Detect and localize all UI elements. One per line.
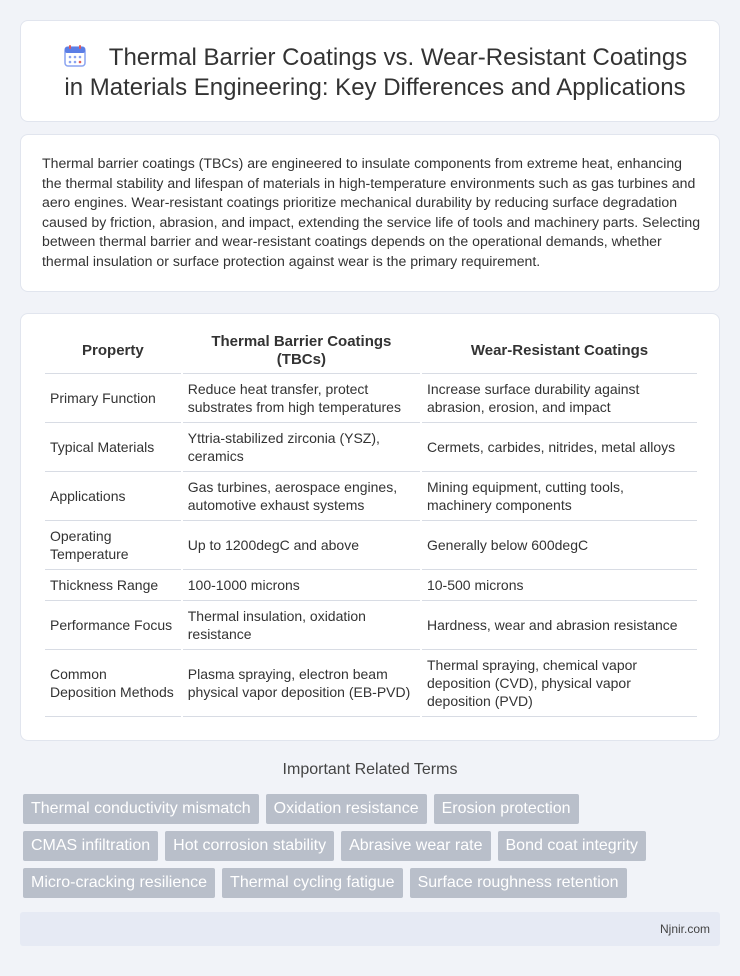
comparison-table-card (20, 313, 720, 741)
table-row (45, 521, 697, 570)
header-tbc: Thermal Barrier Coatings (TBCs) (183, 328, 420, 374)
footer (20, 912, 720, 946)
table-row (45, 472, 697, 521)
comparison-table (43, 328, 699, 717)
row-property: Thickness Range (45, 570, 181, 601)
tag-row (23, 868, 703, 898)
row-property: Operating Temperature (45, 521, 181, 570)
row-wear-value: Generally below 600degC (422, 521, 697, 570)
row-tbc-value: Up to 1200degC and above (183, 521, 420, 570)
tag[interactable]: Surface roughness retention (410, 868, 627, 898)
row-property: Applications (45, 472, 181, 521)
row-tbc-value: Yttria-stabilized zirconia (YSZ), ceramics (183, 423, 420, 472)
tag[interactable]: Hot corrosion stability (165, 831, 334, 861)
row-wear-value: 10-500 microns (422, 570, 697, 601)
table-row (45, 570, 697, 601)
row-tbc-value: Gas turbines, aerospace engines, automotive exhaust systems (183, 472, 420, 521)
tag[interactable]: Thermal conductivity mismatch (23, 794, 259, 824)
table-row (45, 601, 697, 650)
calendar-icon (63, 44, 87, 68)
tag[interactable]: CMAS infiltration (23, 831, 158, 861)
header-wear-resistant: Wear-Resistant Coatings (422, 328, 697, 374)
tag[interactable]: Micro-cracking resilience (23, 868, 215, 898)
tag[interactable]: Bond coat integrity (498, 831, 647, 861)
table-row (45, 650, 697, 717)
row-property: Performance Focus (45, 601, 181, 650)
table-row (45, 423, 697, 472)
row-tbc-value: 100-1000 microns (183, 570, 420, 601)
table-header-row (45, 328, 697, 374)
row-tbc-value: Reduce heat transfer, protect substrates from high temperatures (183, 374, 420, 423)
intro-paragraph: Thermal barrier coatings (TBCs) are engineered to insulate components from extreme heat, enhancing the thermal stability and lifespan of materials in high-temperature environments such as gas turbines and aero engines. Wear-resistant coatings prioritize mechanical durability by reducing surface degradation caused by friction, abrasion, and impact, extending the service life of tools and machinery parts. Selecting between thermal barrier and wear-resistant coatings depends on the operational demands, whether thermal insulation or surface protection against wear is the primary requirement. (42, 155, 701, 269)
tag[interactable]: Abrasive wear rate (341, 831, 490, 861)
row-wear-value: Cermets, carbides, nitrides, metal alloys (422, 423, 697, 472)
row-property: Primary Function (45, 374, 181, 423)
row-wear-value: Thermal spraying, chemical vapor deposition (CVD), physical vapor deposition (PVD) (422, 650, 697, 717)
row-tbc-value: Plasma spraying, electron beam physical vapor deposition (EB-PVD) (183, 650, 420, 717)
tag-row (23, 831, 703, 861)
related-terms-heading: Important Related Terms (282, 761, 458, 778)
tag[interactable]: Thermal cycling fatigue (222, 868, 403, 898)
tag[interactable]: Erosion protection (434, 794, 579, 824)
tag-row (23, 794, 703, 824)
row-wear-value: Mining equipment, cutting tools, machinery components (422, 472, 697, 521)
row-property: Typical Materials (45, 423, 181, 472)
tag[interactable]: Oxidation resistance (266, 794, 427, 824)
row-wear-value: Hardness, wear and abrasion resistance (422, 601, 697, 650)
intro-card (20, 134, 720, 292)
table-row (45, 374, 697, 423)
row-property: Common Deposition Methods (45, 650, 181, 717)
footer-site-link[interactable]: Njnir.com (659, 922, 710, 936)
related-terms-tags (23, 794, 703, 905)
row-tbc-value: Thermal insulation, oxidation resistance (183, 601, 420, 650)
row-wear-value: Increase surface durability against abrasion, erosion, and impact (422, 374, 697, 423)
page-title (51, 43, 699, 103)
header-property: Property (45, 328, 181, 374)
title-card (20, 20, 720, 122)
page-title-text: Thermal Barrier Coatings vs. Wear-Resistant Coatings in Materials Engineering: Key Differences and Applications (64, 44, 688, 101)
